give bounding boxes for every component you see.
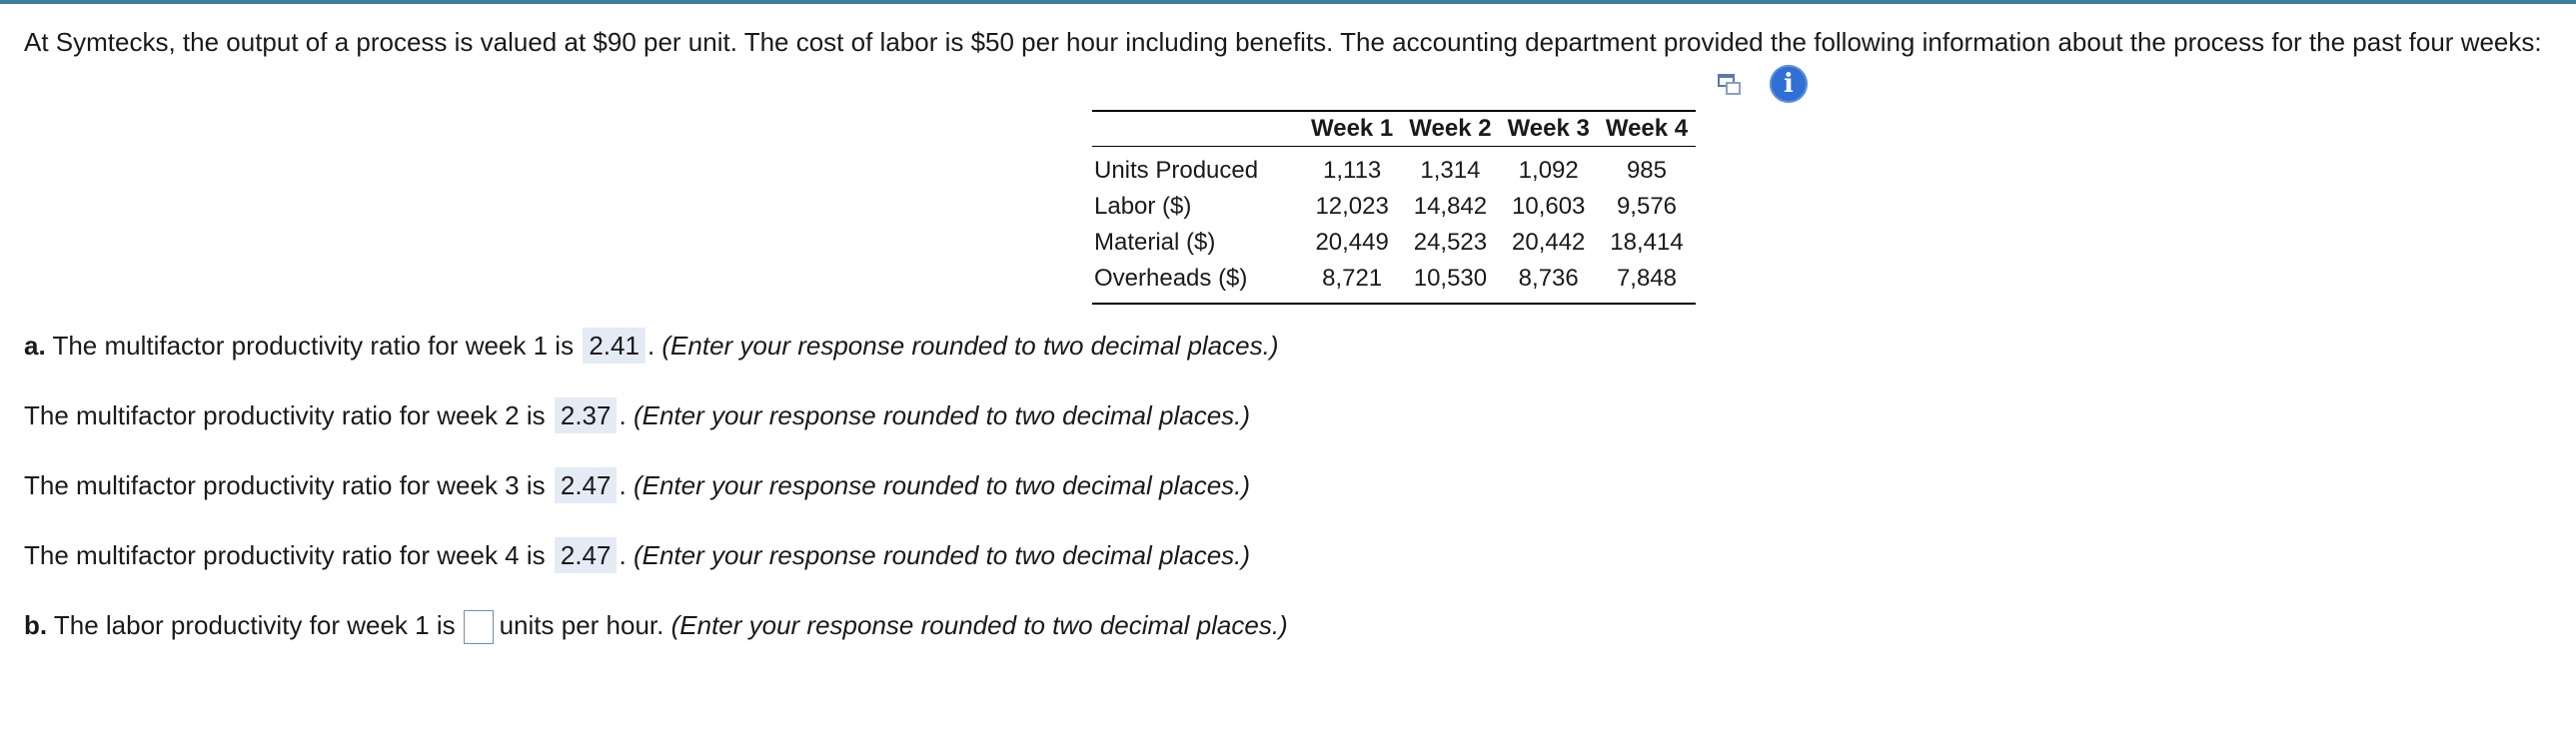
answer-week-1[interactable]: 2.41 [583, 328, 645, 364]
table-cell: 12,023 [1315, 193, 1389, 220]
table-cell: 24,523 [1413, 229, 1488, 256]
table-row-labor [1092, 189, 1696, 225]
table-cell: 1,092 [1518, 157, 1579, 184]
units-suffix: units per hour. [499, 610, 664, 640]
labor-productivity-input[interactable] [464, 610, 494, 644]
problem-statement: At Symtecks, the output of a process is valued at $90 per unit. The cost of labor is $50 per hour including benefits. The accounting department provided the following information about the process for the past four weeks: [24, 27, 2542, 57]
instruction-text: (Enter your response rounded to two decimal places.) [633, 400, 1251, 430]
question-text: The multifactor productivity ratio for week 1 is [45, 331, 575, 361]
question-week-2: The multifactor productivity ratio for week 2 is 2.37 . (Enter your response rounded to two decimal places.) [24, 397, 1250, 433]
copy-table-icon[interactable] [1718, 74, 1742, 96]
answer-week-2[interactable]: 2.37 [555, 397, 618, 433]
table-row-material [1092, 225, 1696, 261]
table-header-row [1092, 111, 1696, 147]
question-b-labor-productivity [24, 607, 1288, 644]
table-cell: 10,603 [1512, 193, 1586, 220]
table-cell: 18,414 [1610, 229, 1684, 256]
top-accent-bar [0, 0, 2576, 4]
table-cell: 20,442 [1512, 229, 1586, 256]
header-week-3: Week 3 [1500, 111, 1598, 147]
answer-week-3[interactable]: 2.47 [555, 467, 618, 503]
table-cell: 9,576 [1616, 193, 1678, 220]
table-cell: 14,842 [1413, 193, 1488, 220]
info-icon[interactable]: i [1770, 65, 1808, 103]
instruction-text: (Enter your response rounded to two decimal places.) [661, 331, 1279, 361]
table-cell: 20,449 [1315, 229, 1389, 256]
row-label: Overheads ($) [1094, 265, 1248, 292]
table-cell: 1,113 [1323, 157, 1382, 184]
question-text: The multifactor productivity ratio for week 3 is [24, 470, 546, 500]
table-row-units-produced [1092, 147, 1696, 190]
question-week-4: The multifactor productivity ratio for week 4 is 2.47 . (Enter your response rounded to two decimal places.) [24, 537, 1250, 573]
table-tools [1714, 64, 1814, 104]
table-corner-cell [1092, 111, 1303, 147]
row-label: Material ($) [1094, 229, 1216, 256]
header-week-2: Week 2 [1401, 111, 1499, 147]
table-cell: 8,721 [1322, 265, 1383, 292]
question-b-prefix: b. [24, 610, 48, 640]
row-label: Labor ($) [1094, 193, 1192, 220]
question-a-week-1: a. The multifactor productivity ratio for week 1 is 2.41 . (Enter your response rounded to two decimal places.) [24, 328, 1278, 364]
question-week-3: The multifactor productivity ratio for week 3 is 2.47 . (Enter your response rounded to two decimal places.) [24, 467, 1250, 503]
table-cell: 1,314 [1420, 157, 1481, 184]
question-text: The multifactor productivity ratio for week 4 is [24, 540, 546, 570]
instruction-text: (Enter your response rounded to two decimal places.) [633, 540, 1251, 570]
row-label: Units Produced [1094, 157, 1259, 184]
instruction-text: (Enter your response rounded to two decimal places.) [633, 470, 1251, 500]
answer-week-4[interactable]: 2.47 [555, 537, 618, 573]
instruction-text: (Enter your response rounded to two decimal places.) [670, 610, 1288, 640]
header-week-1: Week 1 [1303, 111, 1401, 147]
table-cell: 10,530 [1413, 265, 1488, 292]
table-cell: 8,736 [1518, 265, 1579, 292]
table-cell: 7,848 [1616, 265, 1678, 292]
table-cell: 985 [1626, 157, 1667, 184]
header-week-4: Week 4 [1598, 111, 1696, 147]
question-text: The labor productivity for week 1 is [47, 610, 456, 640]
table-row-overheads [1092, 261, 1696, 304]
process-data-table [1092, 110, 1696, 305]
question-a-prefix: a. [24, 331, 46, 361]
question-text: The multifactor productivity ratio for week 2 is [24, 400, 546, 430]
